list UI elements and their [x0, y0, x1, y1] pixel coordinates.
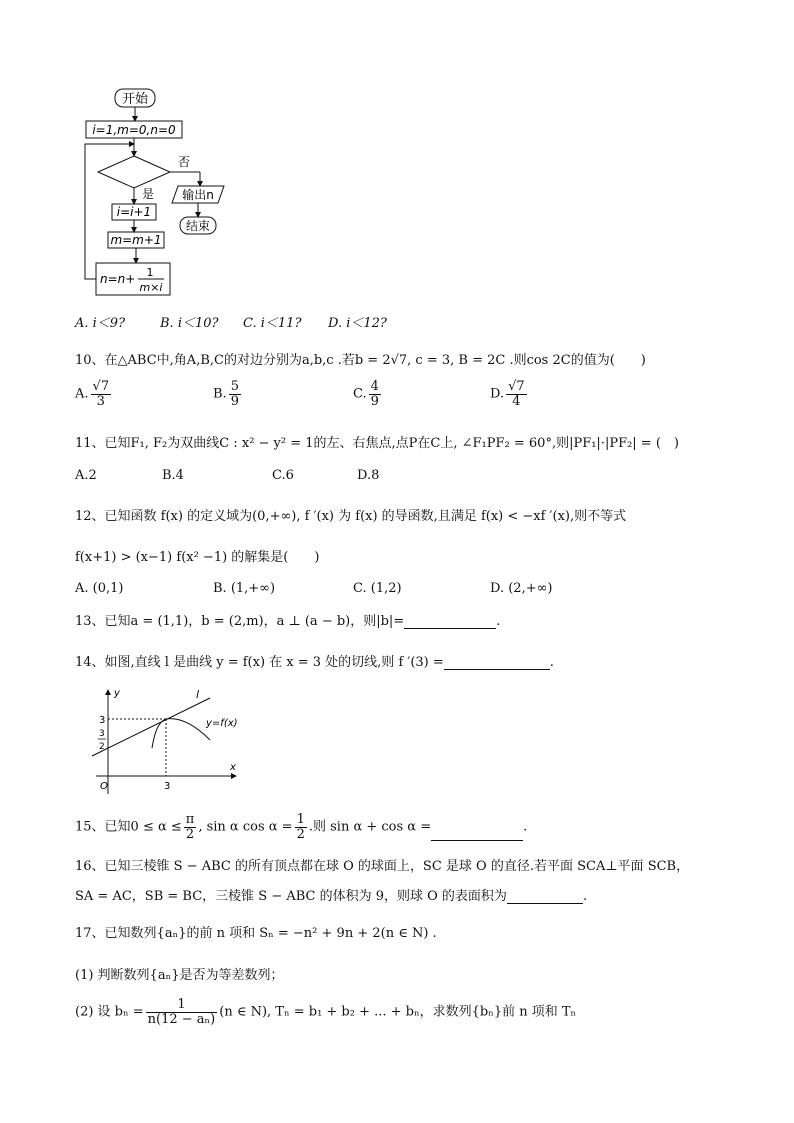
q16-line1: 16、已知三棱锥 S − ABC 的所有顶点都在球 O 的球面上，SC 是球 O 的直径.若平面 SCA⊥平面 SCB，: [75, 859, 690, 874]
q12-option-b: B. (1,+∞): [213, 581, 276, 596]
q15-stem-c: .则 sin α + cos α =: [308, 819, 432, 835]
flowchart-init-label: i=1,m=0,n=0: [92, 123, 176, 137]
q12-stem-line1: 12、已知函数 f(x) 的定义域为(0,+∞), f ′(x) 为 f(x) 的导函数,且满足 f(x) < −xf ′(x),则不等式: [75, 509, 627, 524]
q14-tangent-label: l: [196, 688, 200, 701]
flowchart-condition-node: [98, 156, 170, 188]
q17-part2: (2) 设 bₙ = $\frac{1}{\text{n(12 − aₙ)}}$ (n ∈ N), Tₙ = b₁ + b₂ + ... + bₙ，求数列{bₙ}前 n 项和 Tₙ: [75, 997, 577, 1027]
q17-stem: 17、已知数列{aₙ}的前 n 项和 Sₙ = −n² + 9n + 2(n ∈ N) .: [75, 926, 437, 941]
q12-stem-line2: f(x+1) > (x−1) f(x² −1) 的解集是( ): [75, 550, 320, 565]
flowchart-step3-den: m×i: [139, 281, 163, 294]
q15-line: 15、已知0 ≤ α ≤ $\frac{\pi}{2}$ , sin α cos α = $\frac{1}{2}$ .则 sin α + cos α = .: [75, 812, 528, 842]
q9-option-c: C. i＜11?: [243, 316, 302, 331]
q14-stem: 14、如图,直线 l 是曲线 y = f(x) 在 x = 3 处的切线,则 f ′(3) =: [75, 655, 444, 670]
q9-option-d: D. i＜12?: [328, 316, 387, 331]
q16-end: .: [582, 889, 588, 904]
q10-option-b: B. $\frac{5}{9}$: [213, 379, 239, 409]
q9-option-a: A. i＜9?: [75, 316, 126, 331]
q14-tick-y-den: 2: [99, 742, 105, 752]
q14-tick-x: 3: [164, 781, 171, 792]
q9-option-b: B. i＜10?: [160, 316, 219, 331]
q14-curve: [152, 719, 210, 748]
q14-answer-blank[interactable]: [444, 657, 550, 670]
flowchart-end-label: 结束: [185, 219, 211, 233]
q15-end: .: [523, 819, 528, 835]
q12-option-c: C. (1,2): [353, 581, 402, 596]
q15-stem-b: , sin α cos α =: [198, 819, 293, 835]
flowchart-no-label: 否: [178, 155, 191, 169]
flowchart: [78, 84, 238, 300]
q17-part2-b: (n ∈ N), Tₙ = b₁ + b₂ + ... + bₙ，求数列{bₙ}前 n 项和 Tₙ: [219, 1004, 577, 1020]
flowchart-start-label: 开始: [121, 92, 149, 107]
q10-option-a: A. $\frac{√7}{3}$: [75, 379, 110, 409]
flowchart-step3-num: 1: [146, 266, 154, 279]
q16-answer-blank[interactable]: [507, 891, 583, 904]
q13-line: [75, 610, 500, 629]
flowchart-step1-label: i=i+1: [116, 205, 152, 219]
q14-tick-y-num: 3: [99, 729, 105, 739]
q14-line: [75, 651, 554, 670]
flowchart-output-label: 输出n: [182, 188, 214, 202]
q11-stem: 11、已知F₁, F₂为双曲线C : x² − y² = 1的左、右焦点,点P在C上, ∠F₁PF₂ = 60°,则|PF₁|·|PF₂| = ( ): [75, 436, 679, 451]
q11-option-a: A.2: [75, 468, 97, 483]
q14-end: .: [549, 655, 554, 670]
q13-stem: 13、已知a = (1,1)，b = (2,m)，a ⊥ (a − b)，则|b|=: [75, 614, 405, 629]
q11-option-d: D.8: [357, 468, 380, 483]
flowchart-step3-left: n=n+: [100, 272, 136, 286]
q10-option-d: D. $\frac{√7}{4}$: [490, 379, 525, 409]
q10-stem: 10、在△ABC中,角A,B,C的对边分别为a,b,c .若b = 2√7, c = 3, B = 2C .则cos 2C的值为( ): [75, 353, 646, 368]
q15-answer-blank[interactable]: [431, 828, 523, 841]
q10-option-c: C. $\frac{4}{9}$: [353, 379, 379, 409]
q11-option-b: B.4: [162, 468, 184, 483]
q14-y-axis-label: y: [114, 688, 120, 699]
q16-line2: [75, 885, 587, 904]
q17-part1: (1) 判断数列{aₙ}是否为等差数列；: [75, 968, 284, 983]
q13-end: .: [496, 614, 501, 629]
q17-part2-a: (2) 设 bₙ =: [75, 1004, 144, 1020]
q14-x-axis-label: x: [230, 762, 236, 773]
q12-option-a: A. (0,1): [75, 581, 124, 596]
q13-answer-blank[interactable]: [404, 616, 496, 629]
q14-tick-y-3: 3: [99, 715, 106, 726]
q14-graph: [82, 686, 252, 800]
flowchart-yes-label: 是: [142, 187, 155, 201]
q14-tangent-line: [92, 698, 210, 756]
flowchart-step2-label: m=m+1: [110, 233, 162, 247]
q14-origin-label: O: [100, 781, 108, 792]
q16-stem: SA = AC，SB = BC，三棱锥 S − ABC 的体积为 9，则球 O 的表面积为: [75, 889, 507, 904]
q15-stem-a: 15、已知0 ≤ α ≤: [75, 819, 182, 835]
q12-option-d: D. (2,+∞): [490, 581, 553, 596]
q11-option-c: C.6: [272, 468, 294, 483]
q14-curve-label: y=f(x): [206, 718, 238, 729]
